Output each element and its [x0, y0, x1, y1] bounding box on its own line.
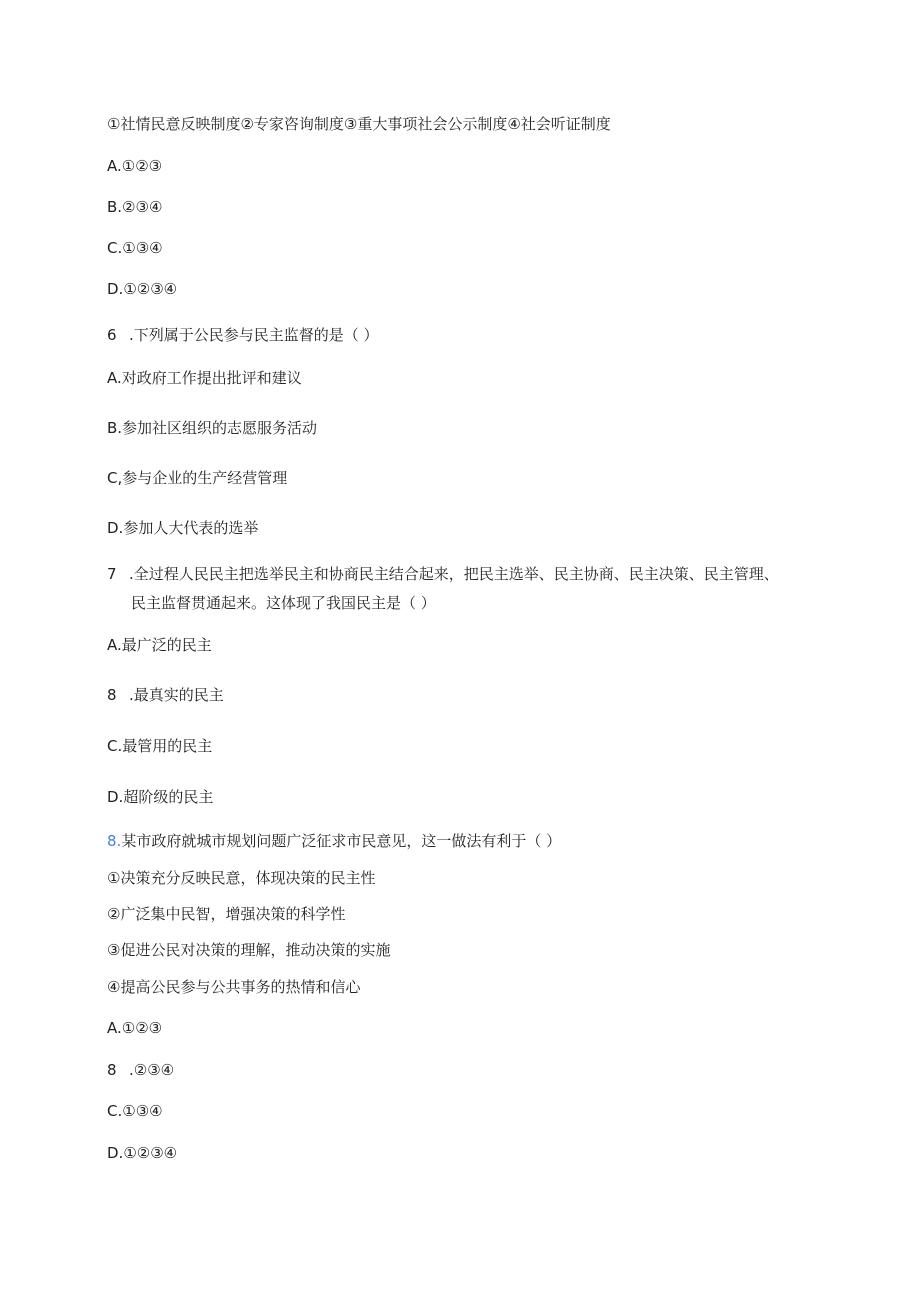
q5-statements: ①社情民意反映制度②专家咨询制度③重大事项社会公示制度④社会听证制度 — [107, 115, 611, 133]
q7-stem-line2: 民主监督贯通起来。这体现了我国民主是（ ） — [131, 594, 436, 612]
q8-statement-3: ③促进公民对决策的理解，推动决策的实施 — [107, 941, 391, 959]
q6-number: 6 — [107, 326, 117, 344]
q8-option-b-number: 8 — [107, 1061, 117, 1079]
q5-option-b: B.②③④ — [107, 198, 163, 216]
q8-stem: 某市政府就城市规划问题广泛征求市民意见，这一做法有利于（ ） — [121, 832, 562, 850]
q8-option-d: D.①②③④ — [107, 1144, 178, 1162]
q7-option-a: A.最广泛的民主 — [107, 636, 212, 654]
q8-number: 8. — [107, 832, 122, 850]
q8-option-c: C.①③④ — [107, 1102, 163, 1120]
q6-stem-line — [107, 325, 379, 345]
q8-statement-1: ①决策充分反映民意，体现决策的民主性 — [107, 869, 376, 887]
q8-option-b — [107, 1060, 174, 1080]
q8-statement-2: ②广泛集中民智，增强决策的科学性 — [107, 905, 346, 923]
q7-number: 7 — [107, 565, 117, 583]
q7-stem-line1 — [107, 564, 779, 584]
q5-option-d: D.①②③④ — [107, 280, 178, 298]
q7-option-b — [107, 685, 224, 705]
q7-option-d: D.超阶级的民主 — [107, 788, 214, 806]
q6-option-a: A.对政府工作提出批评和建议 — [107, 369, 302, 387]
q7-option-c: C.最管用的民主 — [107, 737, 213, 755]
q6-option-b: B.参加社区组织的志愿服务活动 — [107, 419, 318, 437]
q7-option-b-text: .最真实的民主 — [129, 686, 224, 704]
q6-stem: .下列属于公民参与民主监督的是（ ） — [129, 326, 379, 344]
q5-option-c: C.①③④ — [107, 239, 163, 257]
q6-option-d: D.参加人大代表的选举 — [107, 519, 259, 537]
q5-option-a: A.①②③ — [107, 157, 163, 175]
q8-option-a: A.①②③ — [107, 1019, 163, 1037]
q6-option-c: C,参与企业的生产经营管理 — [107, 469, 288, 487]
q7-option-b-number: 8 — [107, 686, 117, 704]
q8-statement-4: ④提高公民参与公共事务的热情和信心 — [107, 978, 361, 996]
q7-stem-part1: .全过程人民民主把选举民主和协商民主结合起来，把民主选举、民主协商、民主决策、民主管理、 — [129, 565, 779, 583]
q8-option-b-text: .②③④ — [129, 1061, 175, 1079]
q8-stem-line — [107, 831, 561, 851]
